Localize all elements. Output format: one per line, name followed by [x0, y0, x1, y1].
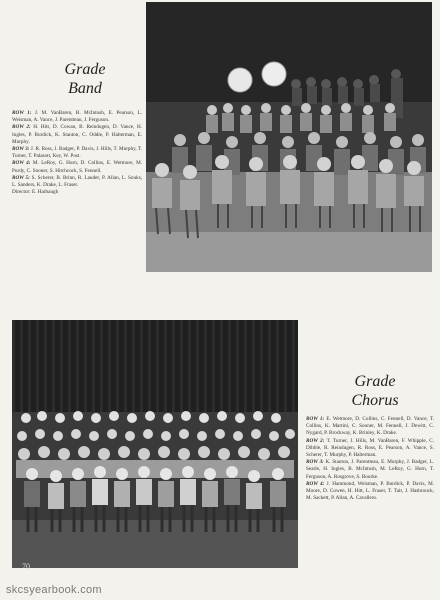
- band-row-2: ROW 2: H. Hitt, D. Cowan, B. Reindugen, D. Vance, H. Ingles, P. Burdick, K. Stanton, C. Oddie, P. Halterman, E. Murphy.: [12, 124, 143, 145]
- chorus-row-3: ROW 3: K. Stanton, J. Parentteau, E. Murphy, J. Badger, L. Searle, H. Ingles, B. McIntosh, M. LeRoy, G. Horn, T. Ferguson, A. Rosgrove, S. Bourke.: [306, 459, 435, 480]
- band-row-3: ROW 3: J. R. Ross, J. Badger, P. Davis, J. Hills, T. Murphy, T. Turner, T. Palasott, Key, W. Post.: [12, 146, 143, 160]
- chorus-photo: [12, 320, 298, 568]
- site-watermark: skcsyearbook.com: [6, 584, 102, 596]
- chorus-caption: [306, 416, 434, 502]
- band-caption: [12, 110, 142, 196]
- band-row-5: ROW 5: S. Scherer, B. Brinn, R. Lauder, P. Allan, L. Souks, L. Sanders, K. Drake, L. Fraser.: [12, 174, 143, 189]
- page-number: 70: [22, 562, 30, 571]
- chorus-heading-line1: Grade: [354, 373, 396, 390]
- band-heading-line1: Grade: [64, 61, 106, 78]
- chorus-row-4: ROW 4: J. Hammond, Weisman, P. Burdick, P. Davis, M. Moore, D. Cowen, H. Hitt, L. Fraser, T. Tait, J. Hasbrouck, M. Sackett, P. Allan, A. Cavallero.: [306, 480, 434, 502]
- band-heading: [50, 60, 120, 98]
- band-row-4: ROW 4: M. LeRoy, G. Horn, D. Collins, E. Wetmore, M. Purdy, C. Sooner, S. Hitchcock, S. Fennell.: [12, 160, 143, 174]
- chorus-row-1: ROW 1: E. Wetmore, D. Collins, C. Fennell, D. Vance, T. Collins, K. Martini, C. Sooner, M. Fennell, J. Dewitt, C. Nygard, P. Brockway, K. Brinley, K. Drake.: [306, 416, 434, 437]
- band-heading-line2: Band: [68, 80, 102, 97]
- band-photo-image: [146, 2, 432, 272]
- chorus-heading-line2: Chorus: [351, 392, 399, 409]
- chorus-heading: [340, 372, 410, 410]
- band-row-1: ROW 1: J. M. VanBaren, B. McIntosh, E. Pearson, L. Weisman, A. Vance, J. Parentteau, J. Ferguson.: [12, 110, 142, 124]
- chorus-row-2: ROW 2: T. Turner, J. Hills, M. VanBaren, F. Whipple, C. Dibble, R. Reindugen, R. Ross, E. Pearson, A. Vance, S. Scherer, T. Murphy, P. Halterman.: [306, 437, 435, 459]
- band-director: Director: E. Harbaugh: [12, 189, 59, 196]
- chorus-photo-image: [12, 320, 298, 568]
- band-photo: [146, 2, 432, 272]
